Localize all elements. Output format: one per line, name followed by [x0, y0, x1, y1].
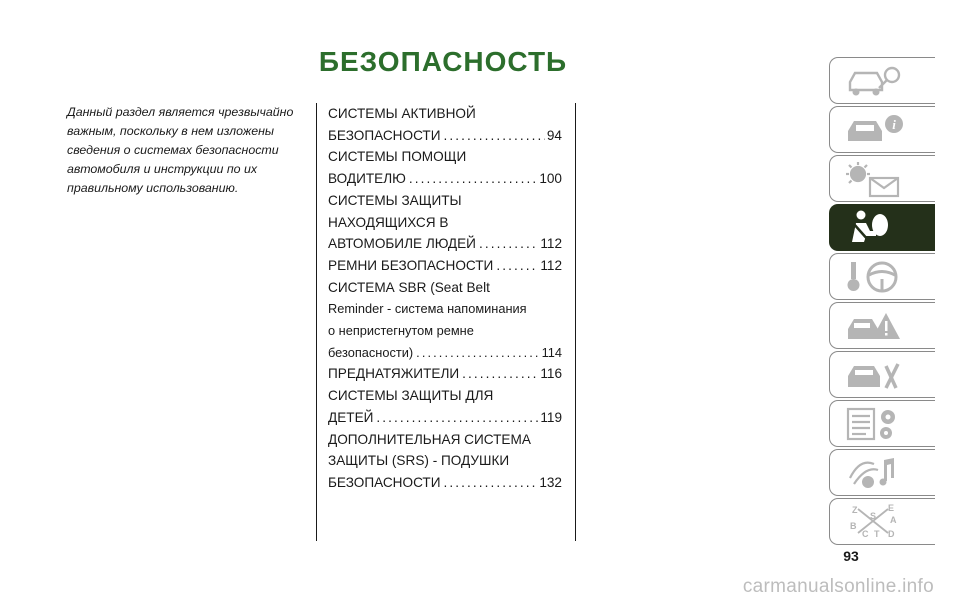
toc-leader	[476, 233, 538, 255]
toc-leader	[406, 168, 537, 190]
alphabet-index-icon	[844, 503, 904, 541]
index-letter: E	[888, 503, 895, 513]
toc-entry-child-restraints[interactable]	[328, 385, 562, 428]
light-mail-icon	[844, 160, 904, 198]
list-gear-icon	[844, 405, 904, 443]
intro-line: автомобиля и инструкции по их	[67, 162, 258, 176]
tab-emergency[interactable]	[829, 302, 935, 349]
toc-entry-text: безопасности)	[328, 344, 414, 360]
index-letter: S	[870, 511, 877, 521]
tab-maintenance[interactable]	[829, 351, 935, 398]
seatbelt-airbag-icon	[844, 209, 904, 247]
toc-entry-text: о непристегнутом ремне	[328, 323, 474, 339]
index-letter: D	[888, 529, 895, 539]
toc-entry-sbr[interactable]	[328, 277, 562, 364]
index-letter: A	[890, 515, 897, 525]
toc-entry-text: ДЕТЕЙ	[328, 409, 374, 425]
toc-entry-airbags[interactable]	[328, 429, 562, 494]
toc-entry-text: ДОПОЛНИТЕЛЬНАЯ СИСТЕМА	[328, 431, 531, 447]
media-map-icon	[844, 454, 904, 492]
toc-entry-text: СИСТЕМЫ ЗАЩИТЫ ДЛЯ	[328, 388, 494, 404]
toc-entry-text: ВОДИТЕЛЮ	[328, 171, 406, 187]
toc-entry-text: БЕЗОПАСНОСТИ	[328, 127, 441, 143]
toc-page-number: 94	[546, 127, 562, 143]
toc-entry-text: РЕМНИ БЕЗОПАСНОСТИ	[328, 257, 494, 273]
column-divider-left	[316, 103, 317, 541]
toc-page-number: 116	[540, 366, 562, 382]
toc-page-number: 119	[540, 409, 562, 425]
toc-entry-text: НАХОДЯЩИХСЯ В	[328, 214, 449, 230]
intro-line: Данный раздел является чрезвычайно	[67, 105, 294, 119]
tab-technical-data[interactable]	[829, 400, 935, 447]
tab-safety[interactable]	[829, 204, 935, 251]
toc-entry-text: СИСТЕМА SBR (Seat Belt	[328, 279, 490, 295]
car-wrench-icon	[844, 356, 904, 394]
toc-leader	[413, 342, 539, 364]
key-steering-wheel-icon	[844, 258, 904, 296]
toc-entry-pretensioners[interactable]	[328, 363, 562, 385]
toc-leader	[441, 125, 545, 147]
toc-leader	[441, 472, 538, 494]
tab-index[interactable]	[829, 498, 935, 545]
toc-leader	[493, 255, 538, 277]
intro-line: важным, поскольку в нем изложены	[67, 124, 275, 138]
index-letter: C	[862, 529, 869, 539]
toc-page-number: 112	[540, 257, 562, 273]
toc-entry-text: АВТОМОБИЛЕ ЛЮДЕЙ	[328, 236, 476, 252]
intro-text	[67, 103, 297, 198]
car-warning-icon	[844, 307, 904, 345]
toc-entry-text: БЕЗОПАСНОСТИ	[328, 474, 441, 490]
car-info-icon	[844, 111, 904, 149]
toc-entry-text: ПРЕДНАТЯЖИТЕЛИ	[328, 366, 460, 382]
toc-entry-active-safety[interactable]	[328, 103, 562, 146]
toc-page-number: 114	[541, 344, 562, 360]
tab-multimedia[interactable]	[829, 449, 935, 496]
table-of-contents	[328, 103, 562, 494]
toc-entry-seat-belts[interactable]	[328, 255, 562, 277]
column-divider-right	[575, 103, 576, 541]
toc-entry-text: СИСТЕМЫ АКТИВНОЙ	[328, 106, 476, 121]
toc-entry-text: СИСТЕМЫ ПОМОЩИ	[328, 149, 467, 165]
toc-page-number: 132	[539, 474, 562, 490]
toc-entry-driver-assistance[interactable]	[328, 146, 562, 189]
tab-car-info[interactable]	[829, 106, 935, 153]
toc-leader	[459, 363, 538, 385]
toc-page-number: 100	[539, 171, 562, 187]
intro-line: сведения о системах безопасности	[67, 143, 279, 157]
toc-page-number: 112	[540, 236, 562, 252]
toc-entry-occupant-protection[interactable]	[328, 190, 562, 255]
toc-entry-text: СИСТЕМЫ ЗАЩИТЫ	[328, 192, 462, 208]
tab-starting-driving[interactable]	[829, 253, 935, 300]
toc-entry-text: Reminder - система напоминания	[328, 301, 527, 317]
site-watermark: carmanualsonline.info	[742, 576, 934, 597]
page-number: 93	[843, 548, 859, 564]
car-search-icon	[844, 62, 904, 100]
tab-lights-messages[interactable]	[829, 155, 935, 202]
toc-entry-text: ЗАЩИТЫ (SRS) - ПОДУШКИ	[328, 453, 510, 469]
index-letter: B	[850, 521, 857, 531]
index-letter: T	[874, 529, 880, 539]
page-title: БЕЗОПАСНОСТЬ	[318, 46, 568, 77]
index-letter: Z	[852, 505, 858, 515]
tab-car-search[interactable]	[829, 57, 935, 104]
svg-text:i: i	[892, 117, 896, 132]
toc-leader	[373, 407, 538, 429]
intro-line: правильному использованию.	[67, 181, 239, 195]
